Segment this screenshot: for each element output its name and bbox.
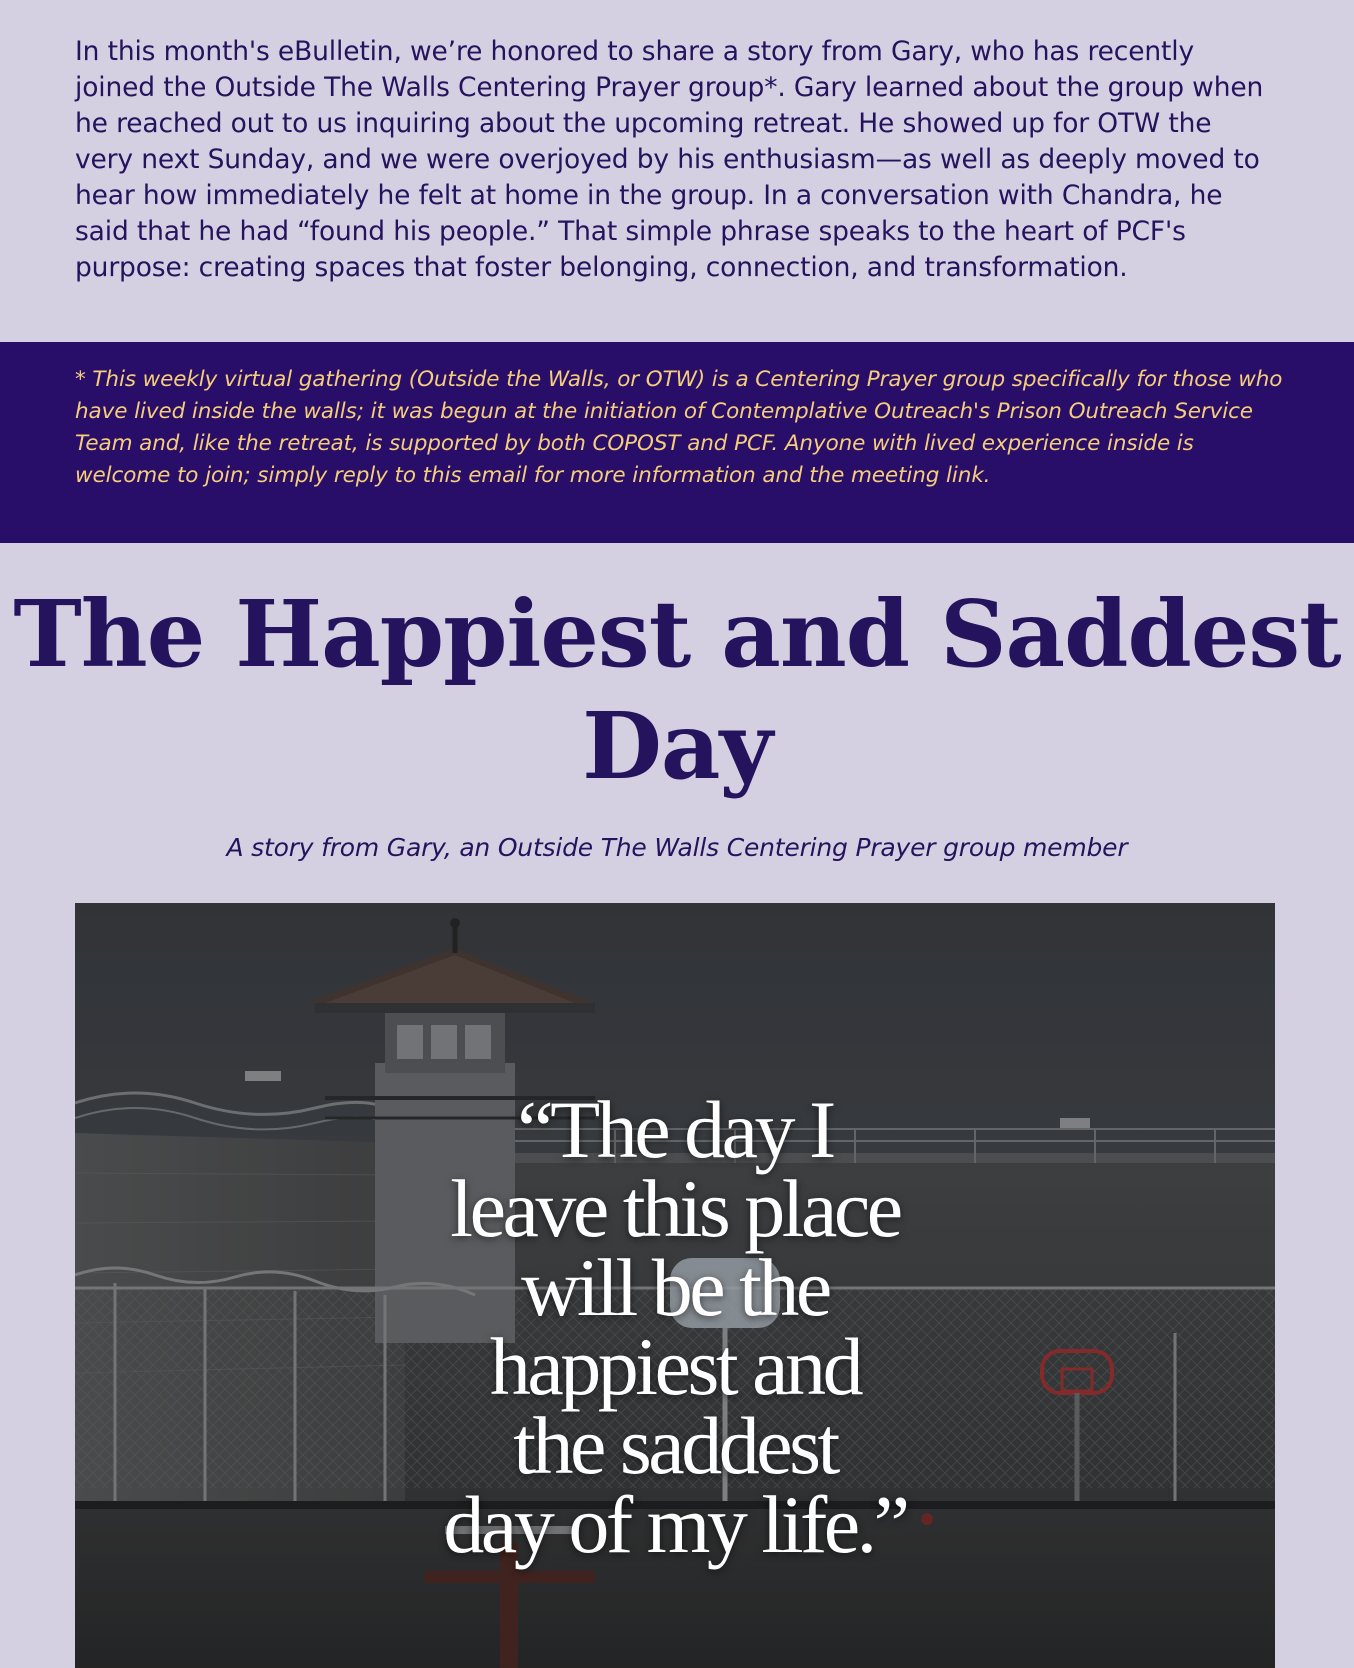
quote-line: will be the: [521, 1242, 829, 1333]
article-title: The Happiest and Saddest Day: [13, 580, 1341, 800]
prison-yard-quote-image: [75, 903, 1275, 1668]
quote-line: day of my life.”: [443, 1479, 907, 1570]
article-subtitle: A story from Gary, an Outside The Walls Centering Prayer group member: [226, 833, 1128, 862]
quote-line: leave this place: [450, 1163, 900, 1254]
footnote-band: [0, 342, 1354, 543]
footnote-text: * This weekly virtual gathering (Outside the Walls, or OTW) is a Centering Prayer group specifically for those who have lived inside the walls; it was begun at the initiation of Contemplative Outreach's Prison Outreach Service Team and, like the retreat, is supported by both COPOST and PCF. Anyone with lived experience inside is welcome to join; simply reply to this email for more information and the meeting link.: [75, 367, 1283, 488]
pull-quote: [375, 1084, 975, 1570]
intro-paragraph: In this month's eBulletin, we’re honored to share a story from Gary, who has recently joined the Outside The Walls Centering Prayer group*. Gary learned about the group when he reached out to us inquiring about the upcoming retreat. He showed up for OTW the very next Sunday, and we were overjoyed by his enthusiasm—as well as deeply moved to hear how immediately he felt at home in the group. In a conversation with Chandra, he said that he had “found his people.” That simple phrase speaks to the heart of PCF's purpose: creating spaces that foster belonging, connection, and transformation.: [75, 36, 1264, 283]
quote-line: “The day I: [517, 1084, 833, 1175]
quote-line: the saddest: [513, 1400, 837, 1491]
quote-line: happiest and: [489, 1321, 861, 1412]
